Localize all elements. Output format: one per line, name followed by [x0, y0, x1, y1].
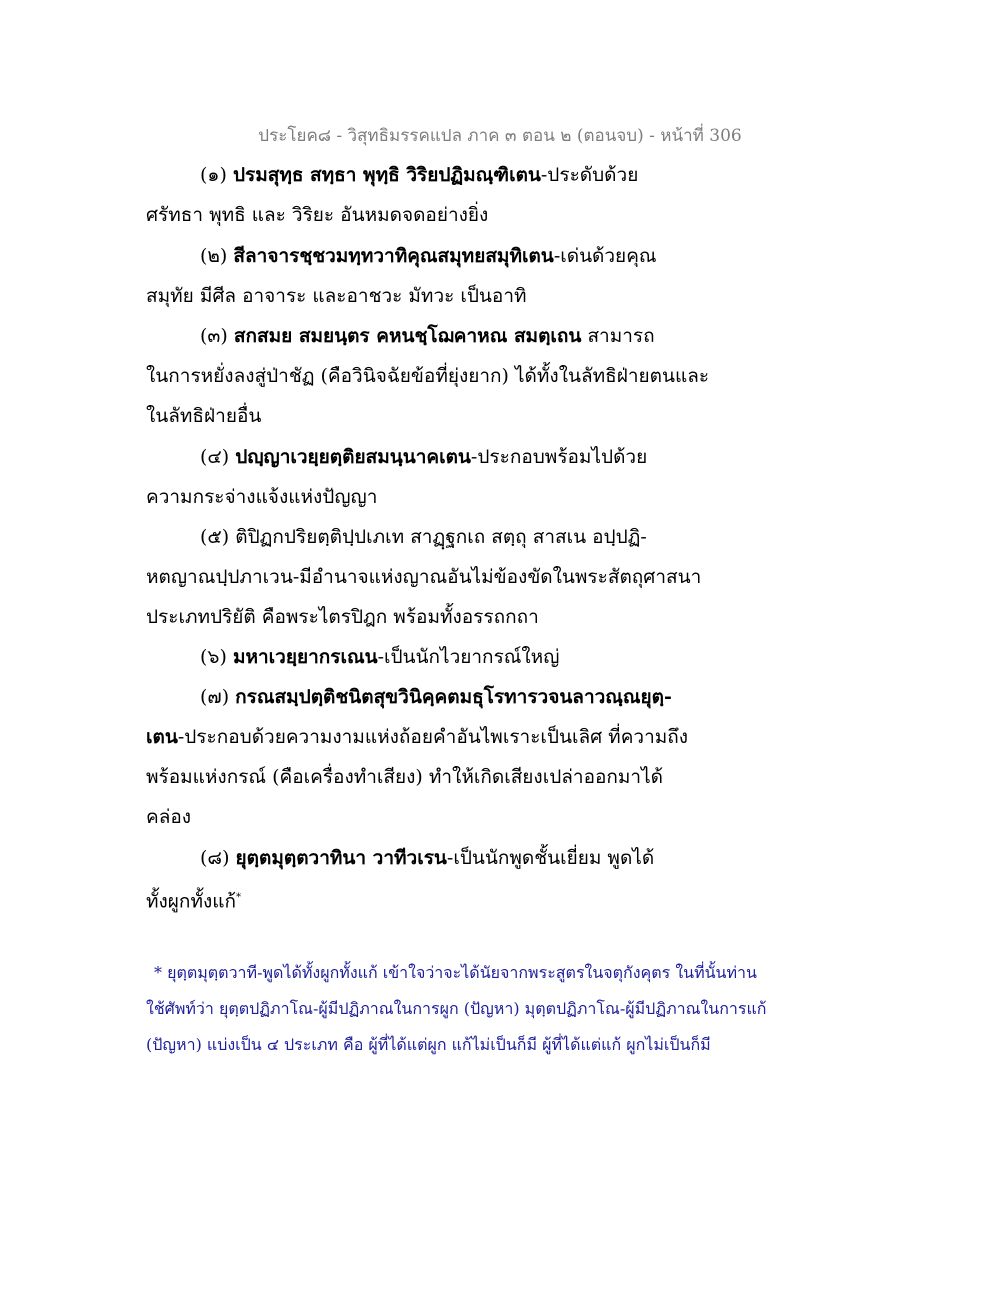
paragraph-7-line-1 — [200, 684, 672, 710]
translation: -เป็นนักพูดชั้นเยี่ยม พูดได้ — [446, 847, 655, 869]
footnote-line-1: * ยุตฺตมุตฺตวาที-พูดได้ทั้งผูกทั้งแก้ เข้าใจว่าจะได้นัยจากพระสูตรในจตุกังคุตร ในที่นั้นท่าน — [154, 963, 757, 982]
paragraph-number: (๑) — [200, 164, 227, 186]
paragraph-number: (๓) — [200, 325, 228, 347]
paragraph-2-line-1 — [200, 243, 657, 269]
footnote-marker: * — [236, 892, 241, 903]
paragraph-5-line-3: ประเภทปริยัติ คือพระไตรปิฎก พร้อมทั้งอรรถกถา — [146, 606, 539, 628]
pali-term: สกสมย สมยนฺตร คหนชฺโฌคาหณ สมตฺเถน — [233, 325, 582, 347]
translation: -เป็นนักไวยากรณ์ใหญ่ — [377, 646, 560, 668]
paragraph-3-line-1 — [200, 323, 655, 349]
translation: -ประกอบพร้อมไปด้วย — [470, 446, 648, 468]
paragraph-5-line-1 — [200, 524, 647, 550]
pali-term: มหาเวยฺยากรเณน — [232, 646, 378, 668]
paragraph-7-line-2 — [146, 724, 688, 750]
paragraph-number: (๕) — [200, 526, 230, 548]
paragraph-number: (๔) — [200, 446, 230, 468]
paragraph-1-line-1 — [200, 162, 638, 188]
pali-term: ยุตฺตมุตฺตวาทินา วาทีวเรน — [235, 847, 447, 869]
footnote-line-3: (ปัญหา) แบ่งเป็น ๔ ประเภท คือ ผู้ที่ได้แต่ผูก แก้ไม่เป็นก็มี ผู้ที่ได้แต่แก้ ผูกไม่เป็นก็มี — [146, 1035, 711, 1054]
pali-term: ปญฺญาเวยฺยตฺติยสมนฺนาคเตน — [235, 446, 471, 468]
translation: สามารถ — [581, 325, 655, 347]
paragraph-number: (๖) — [200, 646, 227, 668]
pali-term: ปรมสุทฺธ สทฺธา พุทฺธิ วิริยปฏิมณฺฑิเตน — [232, 164, 541, 186]
pali-term-end: เตน — [146, 726, 178, 748]
paragraph-3-line-2: ในการหยั่งลงสู่ป่าชัฏ (คือวินิจฉัยข้อที่ยุ่งยาก) ได้ทั้งในลัทธิฝ่ายตนและ — [146, 365, 710, 387]
paragraph-4-line-1 — [200, 444, 647, 470]
paragraph-8-line-1 — [200, 845, 654, 871]
footnote-line-2: ใช้ศัพท์ว่า ยุตฺตปฏิภาโณ-ผู้มีปฏิภาณในการผูก (ปัญหา) มุตฺตปฏิภาโณ-ผู้มีปฏิภาณในการแก้ — [146, 999, 767, 1018]
paragraph-7-line-3: พร้อมแห่งกรณ์ (คือเครื่องทำเสียง) ทำให้เกิดเสียงเปล่าออกมาได้ — [146, 766, 663, 788]
paragraph-number: (๗) — [200, 686, 230, 708]
pali-text: ติปิฏกปริยตฺติปฺปเภเท สาฏฺฐกเถ สตฺถุ สาสเน อปฺปฏิ- — [235, 526, 647, 548]
translation: -ประกอบด้วยความงามแห่งถ้อยคำอันไพเราะเป็นเลิศ ที่ความถึง — [177, 726, 689, 748]
paragraph-8-text: ทั้งผูกทั้งแก้ — [146, 890, 236, 913]
translation: -เด่นด้วยคุณ — [553, 245, 657, 267]
paragraph-2-line-2: สมุทัย มีศีล อาจาระ และอาชวะ มัทวะ เป็นอาทิ — [146, 285, 527, 307]
paragraph-number: (๘) — [200, 847, 230, 869]
paragraph-3-line-3: ในลัทธิฝ่ายอื่น — [146, 405, 262, 427]
paragraph-6-line-1 — [200, 644, 559, 670]
paragraph-4-line-2: ความกระจ่างแจ้งแห่งปัญญา — [146, 486, 378, 508]
page-header: ประโยค๘ - วิสุทธิมรรคแปล ภาค ๓ ตอน ๒ (ตอนจบ) - หน้าที่ 306 — [258, 126, 742, 146]
paragraph-7-line-4: คล่อง — [146, 806, 192, 828]
paragraph-1-line-2: ศรัทธา พุทธิ และ วิริยะ อันหมดจดอย่างยิ่ง — [146, 204, 489, 226]
pali-term: กรณสมฺปตฺติชนิตสุขวินิคฺคตมธุโรทารวจนลาวณฺณยุตฺ- — [235, 686, 672, 708]
paragraph-8-line-2 — [146, 885, 241, 914]
pali-term: สีลาจารชฺชวมทฺทวาทิคุณสมุทยสมุทิเตน — [233, 245, 554, 267]
paragraph-5-line-2: หตญาณปฺปภาเวน-มีอำนาจแห่งญาณอันไม่ข้องขัดในพระสัตถุศาสนา — [146, 566, 702, 588]
paragraph-number: (๒) — [200, 245, 228, 267]
translation: -ประดับด้วย — [540, 164, 639, 186]
